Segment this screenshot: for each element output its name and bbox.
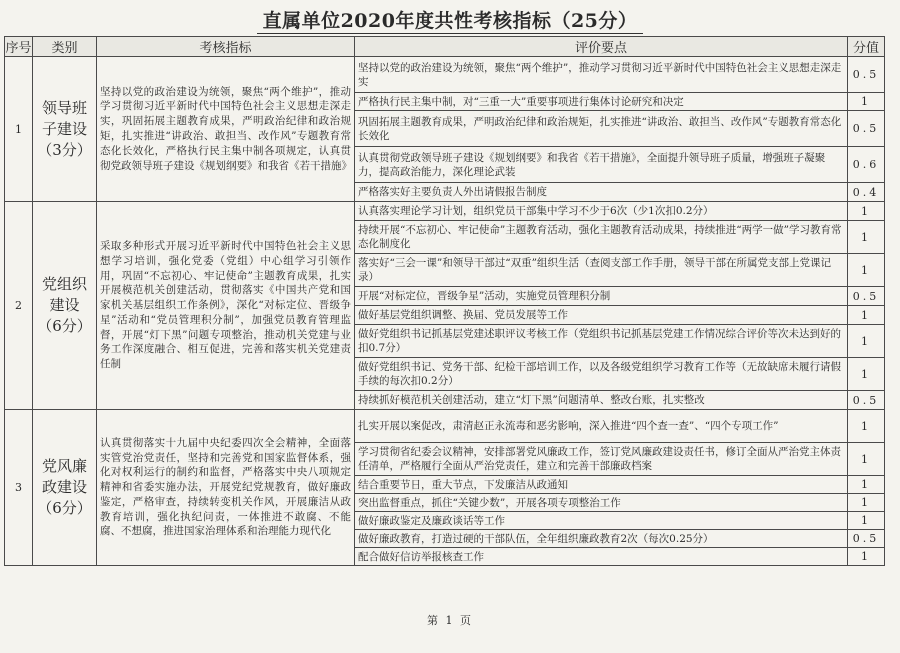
- criteria-text: 做好基层党组织调整、换届、党员发展等工作: [355, 306, 848, 325]
- criteria-score: 1: [848, 548, 885, 566]
- criteria-text: 坚持以党的政治建设为统领，聚焦“两个维护”，推动学习贯彻习近平新时代中国特色社会主义思想走深走实: [355, 57, 848, 93]
- criteria-score: 0.5: [848, 287, 885, 306]
- category-line: （6分）: [37, 499, 92, 517]
- criteria-text: 做好廉政鉴定及廉政谈话等工作: [355, 512, 848, 530]
- criteria-text: 做好廉政教育，打造过硬的干部队伍，全年组织廉政教育2次（每次0.25分）: [355, 530, 848, 548]
- header-criteria: 评价要点: [355, 37, 848, 57]
- category-line: （6分）: [37, 317, 92, 335]
- criteria-text: 持续开展“不忘初心、牢记使命”主题教育活动，强化主题教育活动成果，持续推进“两学一做”学习教育常态化制度化: [355, 221, 848, 254]
- criteria-score: 1: [848, 410, 885, 443]
- section-category: [33, 202, 97, 410]
- criteria-text: 严格落实好主要负责人外出请假报告制度: [355, 183, 848, 202]
- criteria-score: 1: [848, 306, 885, 325]
- assessment-table: [4, 36, 885, 566]
- section-indicator: 坚持以党的政治建设为统领，聚焦“两个维护”，推动学习贯彻习近平新时代中国特色社会主义思想走深走实，巩固拓展主题教育成果，严明政治纪律和政治规矩，扎实推进“讲政治、敢担当、改作风”专题教育常态化长效化，严格执行民主集中制各项规定，认真贯彻党政领导班子建设《规划纲要》和我省《若干措施》: [97, 57, 355, 202]
- category-line: 政建设: [41, 478, 87, 496]
- criteria-text: 认真落实理论学习计划，组织党员干部集中学习不少于6次（少1次扣0.2分）: [355, 202, 848, 221]
- table-row: [5, 410, 885, 443]
- criteria-text: 做好党组织书记抓基层党建述职评议考核工作（党组织书记抓基层党建工作情况综合评价等次未达到好的扣0.7分）: [355, 325, 848, 358]
- criteria-score: 1: [848, 358, 885, 391]
- criteria-score: 0.6: [848, 147, 885, 183]
- criteria-score: 1: [848, 443, 885, 476]
- category-line: （3分）: [37, 140, 92, 159]
- category-line: 党组织: [41, 275, 87, 293]
- criteria-score: 1: [848, 221, 885, 254]
- section-category: [33, 410, 97, 566]
- category-line: 子建设: [41, 119, 87, 138]
- criteria-text: 落实好“三会一课”和领导干部过“双重”组织生活（查阅支部工作手册，领导干部在所属党支部上党课记录）: [355, 254, 848, 287]
- header-seq: 序号: [5, 37, 33, 57]
- criteria-text: 巩固拓展主题教育成果，严明政治纪律和政治规矩，扎实推进“讲政治、敢担当、改作风”专题教育常态化长效化: [355, 111, 848, 147]
- criteria-score: 0.5: [848, 111, 885, 147]
- header-score: 分值: [848, 37, 885, 57]
- criteria-score: 0.5: [848, 530, 885, 548]
- header-row: [5, 37, 885, 57]
- table-row: [5, 202, 885, 221]
- criteria-text: 认真贯彻党政领导班子建设《规划纲要》和我省《若干措施》，全面提升领导班子质量，增强班子凝聚力，提高政治能力，深化理论武装: [355, 147, 848, 183]
- header-category: 类别: [33, 37, 97, 57]
- category-line: 领导班: [41, 98, 87, 117]
- criteria-score: 1: [848, 93, 885, 111]
- section-seq: 1: [5, 57, 33, 202]
- criteria-text: 做好党组织书记、党务干部、纪检干部培训工作，以及各级党组织学习教育工作等（无故缺席未履行请假手续的每次扣0.2分）: [355, 358, 848, 391]
- criteria-score: 0.5: [848, 57, 885, 93]
- section-indicator: 认真贯彻落实十九届中央纪委四次全会精神，全面落实管党治党责任，坚持和完善党和国家监督体系，强化对权利运行的制约和监督，严格落实中央八项规定精神和省委实施办法，开展党纪党规教育，做好廉政鉴定，严格审查，持续转变机关作风，开展廉洁从政教育培训，强化执纪问责，一体推进不敢腐、不能腐、不想腐，推进国家治理体系和治理能力现代化: [97, 410, 355, 566]
- criteria-score: 1: [848, 254, 885, 287]
- criteria-text: 严格执行民主集中制，对“三重一大”重要事项进行集体讨论研究和决定: [355, 93, 848, 111]
- category-line: 建设: [49, 296, 80, 314]
- criteria-score: 0.4: [848, 183, 885, 202]
- criteria-score: 1: [848, 512, 885, 530]
- criteria-text: 结合重要节日，重大节点，下发廉洁从政通知: [355, 476, 848, 494]
- criteria-text: 开展“对标定位，晋级争星”活动，实施党员管理积分制: [355, 287, 848, 306]
- criteria-text: 配合做好信访举报核查工作: [355, 548, 848, 566]
- section-indicator: 采取多种形式开展习近平新时代中国特色社会主义思想学习培训，强化党委（党组）中心组学习引领作用，巩固“不忘初心、牢记使命”主题教育成果，扎实开展模范机关创建活动，贯彻落实《中国共产党和国家机关基层组织工作条例》，深化“对标定位、晋级争星”活动和“党员管理积分制”，加强党员教育管理监督，开展“灯下黑”问题专项整治，推动机关党建与业务工作深度融合、相互促进，完善和落实机关党建责任制: [97, 202, 355, 410]
- criteria-score: 1: [848, 494, 885, 512]
- section-seq: 3: [5, 410, 33, 566]
- table-row: [5, 57, 885, 93]
- criteria-score: 1: [848, 476, 885, 494]
- header-indicator: 考核指标: [97, 37, 355, 57]
- section-seq: 2: [5, 202, 33, 410]
- page-title: 直属单位2020年度共性考核指标（25分）: [0, 6, 900, 33]
- page-number: 第 1 页: [427, 614, 473, 627]
- section-category: [33, 57, 97, 202]
- criteria-text: 扎实开展以案促改，肃清赵正永流毒和恶劣影响，深入推进“四个查一查”、“四个专项工作”: [355, 410, 848, 443]
- criteria-score: 0.5: [848, 391, 885, 410]
- criteria-text: 学习贯彻省纪委会议精神，安排部署党风廉政工作，签订党风廉政建设责任书，修订全面从严治党主体责任清单，严格履行全面从严治党责任，建立和完善干部廉政档案: [355, 443, 848, 476]
- category-line: 党风廉: [41, 457, 87, 475]
- criteria-score: 1: [848, 325, 885, 358]
- criteria-text: 持续抓好模范机关创建活动，建立“灯下黑”问题清单、整改台账，扎实整改: [355, 391, 848, 410]
- criteria-score: 1: [848, 202, 885, 221]
- criteria-text: 突出监督重点，抓住“关键少数”，开展各项专项整治工作: [355, 494, 848, 512]
